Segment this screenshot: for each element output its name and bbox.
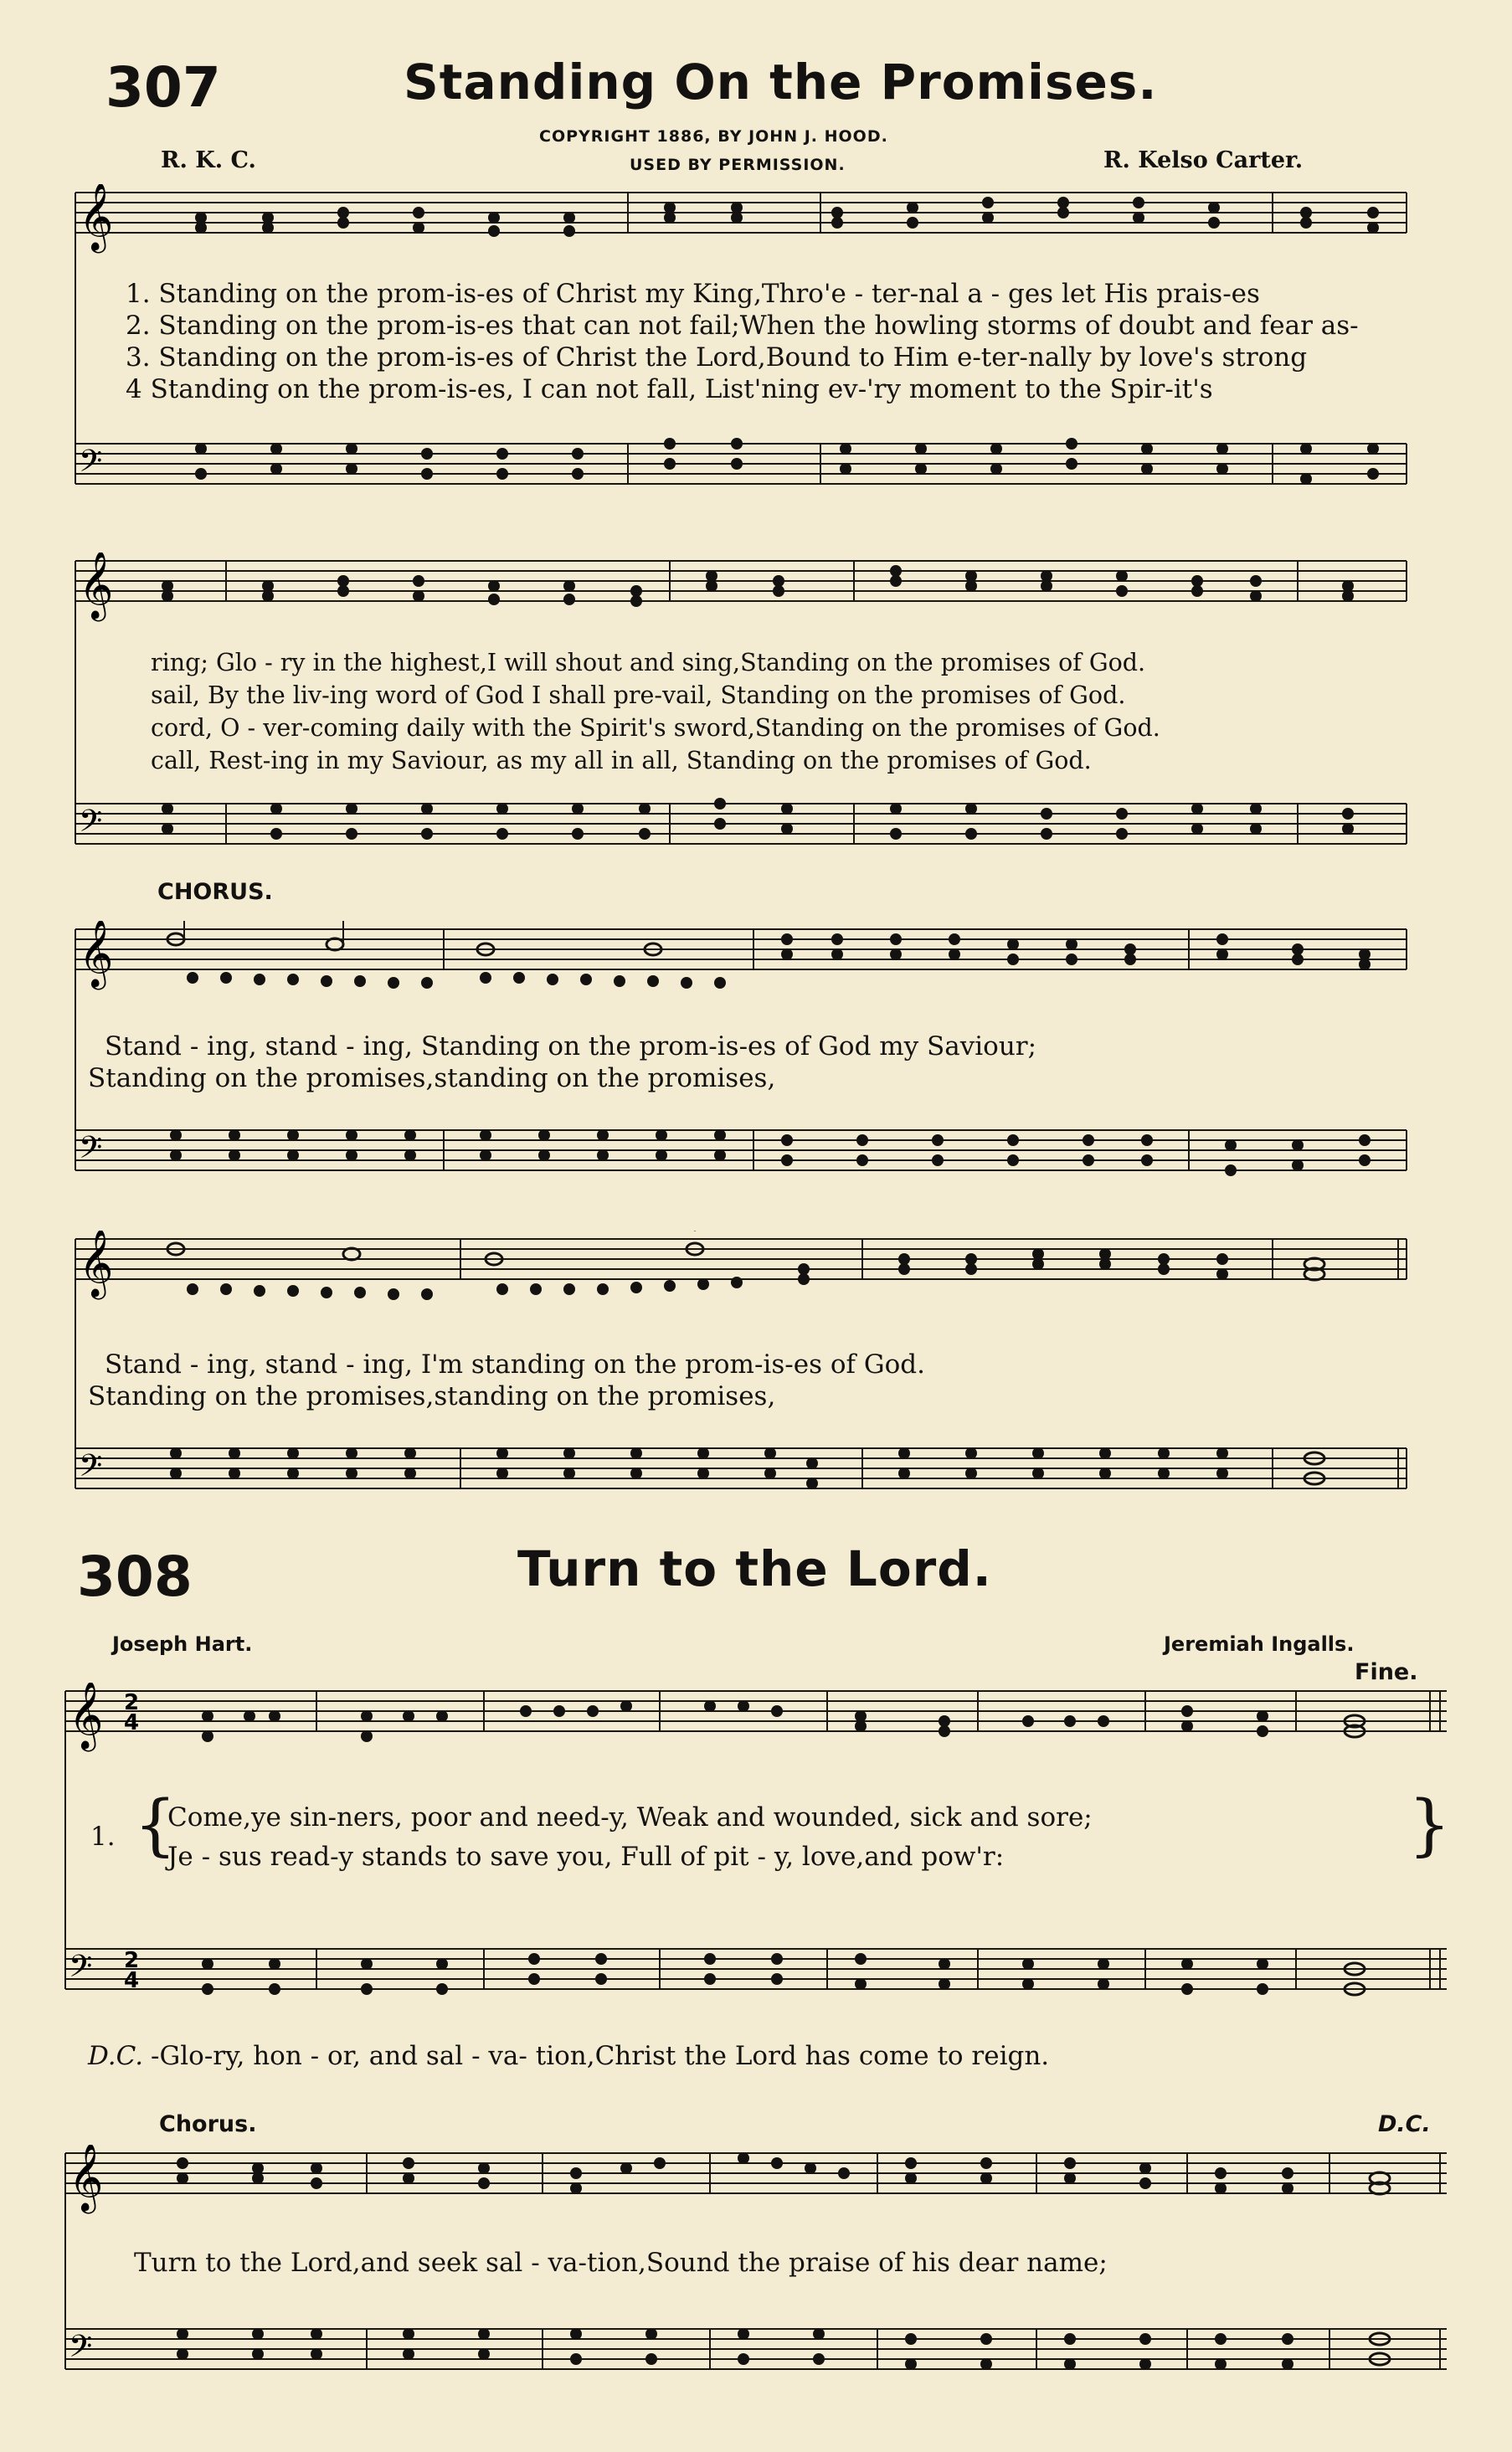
verse-line-8: call, Rest-ing in my Saviour, as my all in all, Standing on the promises of God.: [151, 747, 1092, 774]
svg-text:𝄞: 𝄞: [69, 1683, 104, 1749]
hymn-number-307: 307: [105, 55, 221, 120]
dc-mark: D.C.: [1378, 2111, 1431, 2137]
music-by-308: Jeremiah Ingalls.: [1164, 1632, 1355, 1656]
chorus-a-lower: Standing on the promises,standing on the promises,: [88, 1063, 776, 1093]
dc-label: D.C.: [88, 2041, 144, 2071]
verse-line-6: sail, By the liv-ing word of God I shall pre-vail, Standing on the promises of God.: [151, 681, 1126, 709]
treble-staff-1: [75, 193, 1407, 233]
notes-row-1: [195, 197, 1379, 485]
verse-line-7: cord, O - ver-coming daily with the Spirit's sword,Standing on the promises of God.: [151, 714, 1160, 742]
svg-text:4: 4: [124, 1710, 140, 1735]
hymn-number-308: 308: [77, 1545, 193, 1609]
svg-text:𝄢: 𝄢: [69, 2329, 93, 2372]
svg-text:𝄢: 𝄢: [79, 1130, 103, 1173]
verse-line-5: ring; Glo - ry in the highest,I will shout and sing,Standing on the promises of God.: [151, 649, 1146, 676]
chorus-308-line: Turn to the Lord,and seek sal - va-tion,Sound the praise of his dear name;: [134, 2248, 1108, 2278]
svg-text:𝄢: 𝄢: [79, 1448, 103, 1491]
verse-line-1: 1. Standing on the prom-is-es of Christ my King,Thro'e - ter-nal a - ges let His prais-es: [126, 279, 1260, 309]
copyright-line: COPYRIGHT 1886, BY JOHN J. HOOD.: [539, 127, 888, 146]
verse-line-2: 2. Standing on the prom-is-es that can not fail;When the howling storms of doubt and fear as-: [126, 311, 1359, 341]
bass-clef-icon: 𝄢: [79, 444, 103, 486]
chorus-b-upper: Stand - ing, stand - ing, I'm standing on the prom-is-es of God.: [105, 1349, 925, 1380]
fine-mark: Fine.: [1355, 1659, 1418, 1685]
chorus-label-307: CHORUS.: [157, 879, 273, 905]
verse-line-4: 4 Standing on the prom-is-es, I can not fall, List'ning ev-'ry moment to the Spir-it's: [126, 374, 1213, 404]
chorus-b-lower: Standing on the promises,standing on the promises,: [88, 1381, 776, 1411]
verse-number-308: 1.: [90, 1822, 116, 1852]
right-brace: }: [1408, 1786, 1451, 1863]
hymn-title-308: Turn to the Lord.: [517, 1540, 992, 1597]
chorus-a-upper: Stand - ing, stand - ing, Standing on the prom-is-es of God my Saviour;: [105, 1031, 1037, 1062]
svg-text:𝄢: 𝄢: [79, 804, 103, 846]
chorus-label-308: Chorus.: [159, 2111, 257, 2137]
system-2-staves: [67, 553, 1415, 871]
svg-text:𝄞: 𝄞: [69, 2145, 104, 2211]
words-by-308: Joseph Hart.: [112, 1632, 253, 1656]
verse-308-line-1: Come,ye sin-ners, poor and need-y, Weak and wounded, sick and sore;: [167, 1802, 1093, 1833]
verse-line-3: 3. Standing on the prom-is-es of Christ the Lord,Bound to Him e-ter-nally by love's strong: [126, 342, 1308, 373]
left-brace: {: [134, 1786, 177, 1863]
hymn-title-307: Standing On the Promises.: [404, 54, 1158, 111]
svg-text:𝄞: 𝄞: [79, 1231, 114, 1297]
words-by-307: R. K. C.: [161, 147, 256, 173]
svg-text:4: 4: [124, 1968, 140, 1993]
svg-text:2: 2: [124, 1948, 140, 1973]
svg-text:2: 2: [124, 1690, 140, 1715]
svg-text:𝄞: 𝄞: [79, 921, 114, 987]
music-by-307: R. Kelso Carter.: [1103, 147, 1304, 173]
treble-clef-icon: 𝄞: [79, 184, 114, 250]
verse-308-line-2: Je - sus read-y stands to save you, Full of pit - y, love,and pow'r:: [167, 1842, 1005, 1872]
svg-text:𝄞: 𝄞: [79, 553, 114, 619]
svg-text:𝄢: 𝄢: [69, 1949, 93, 1992]
dc-lyric-line: -Glo-ry, hon - or, and sal - va- tion,Christ the Lord has come to reign.: [151, 2041, 1050, 2071]
permission-line: USED BY PERMISSION.: [630, 156, 846, 174]
